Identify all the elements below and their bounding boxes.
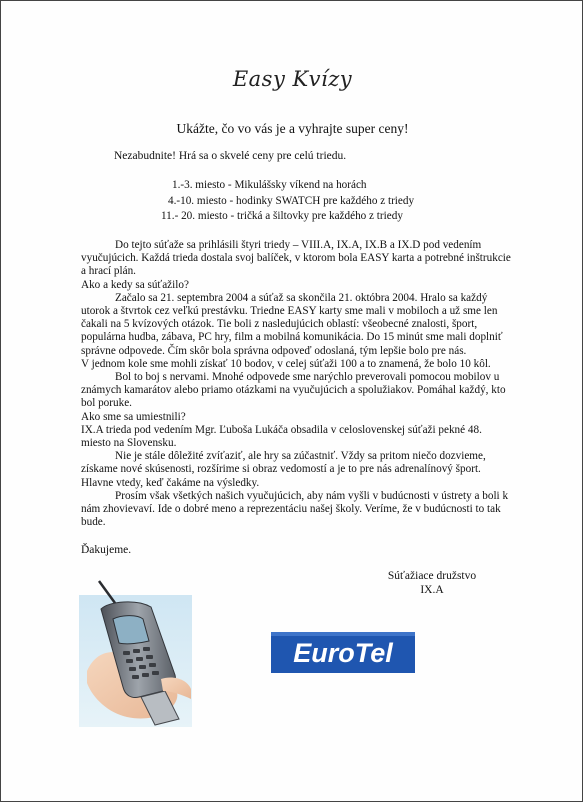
paragraph: V jednom kole sme mohli získať 10 bodov, v celej súťaži 100 a to znamená, že bolo 10 kôl. (81, 357, 491, 370)
paragraph: Ako sme sa umiestnili? (81, 410, 186, 423)
paragraph: Nie je stále dôležité zvíťaziť, ale hry sa zúčastniť. Vždy sa pritom niečo dozvieme, získame nové skúsenosti, rozšírime si obraz vedomostí a je to pre nás adrenalínový šport. Hlavne vtedy, keď čakáme na výsledky. (81, 450, 486, 489)
eurotel-logo (271, 632, 415, 673)
signature-line: IX.A (420, 584, 444, 596)
paragraph: Ako a kedy sa súťažilo? (81, 278, 189, 291)
paragraph: IX.A trieda pod vedením Mgr. Ľuboša Lukáča obsadila v celoslovenskej súťaži pekné 48. miesto na Slovensku. (81, 423, 482, 450)
prize-item: 11.- 20. miesto - tričká a šiltovky pre každého z triedy (161, 210, 403, 222)
logo-text: EuroTel (293, 638, 393, 668)
intro-text: Nezabudnite! Hrá sa o skvelé ceny pre celú triedu. (114, 150, 347, 162)
page-subtitle: Ukážte, čo vo vás je a vyhrajte super ceny! (176, 121, 409, 136)
article-body (81, 239, 511, 529)
paragraph: Bol to boj s nervami. Mnohé odpovede sme narýchlo preverovali pomocou mobilov u známych kamarátov alebo priamo otázkami na vyučujúcich a spolužiakov. Pomáhal každý, kto bol poruke. (81, 371, 506, 410)
thanks-text: Ďakujeme. (81, 544, 132, 556)
signature-line: Súťažiace družstvo (387, 570, 477, 582)
paragraph: Začalo sa 21. septembra 2004 a súťaž sa skončila 21. októbra 2004. Hralo sa každý utorok a štvrtok cez veľkú prestávku. Triedne EASY karty sme mali v mobiloch a už sme len čakali na 5 kvízových otázok. Tie boli z nasledujúcich oblastí: všeobecné znalosti, šport, populárna hudba, zábava, PC hry, film a mobilná komunikácia. Do 15 minút sme mali doplniť správne odpovede. Čím skôr bola správna odpoveď odoslaná, tým lepšie bolo pre nás. (81, 291, 503, 357)
mobile-phone-illustration (79, 579, 192, 727)
prize-item: 4.-10. miesto - hodinky SWATCH pre každého z triedy (168, 194, 415, 207)
page-title: Easy Kvízy (232, 67, 353, 91)
prize-list (151, 178, 451, 225)
paragraph: Do tejto súťaže sa prihlásili štyri triedy – VIII.A, IX.A, IX.B a IX.D pod vedením vyučujúcich. Každá trieda dostala svoj balíček, v ktorom bola EASY karta a potrebné inštrukcie a hrací plán. (81, 239, 511, 278)
prize-item: 1.-3. miesto - Mikulášsky víkend na horách (172, 179, 367, 191)
paragraph: Prosím však všetkých našich vyučujúcich, aby nám vyšli v budúcnosti v ústrety a boli k nám zhovievaví. Ide o dobré meno a reprezentáciu našej školy. Veríme, že v budúcnosti to tak bude. (81, 489, 509, 529)
signature-block (356, 569, 508, 597)
